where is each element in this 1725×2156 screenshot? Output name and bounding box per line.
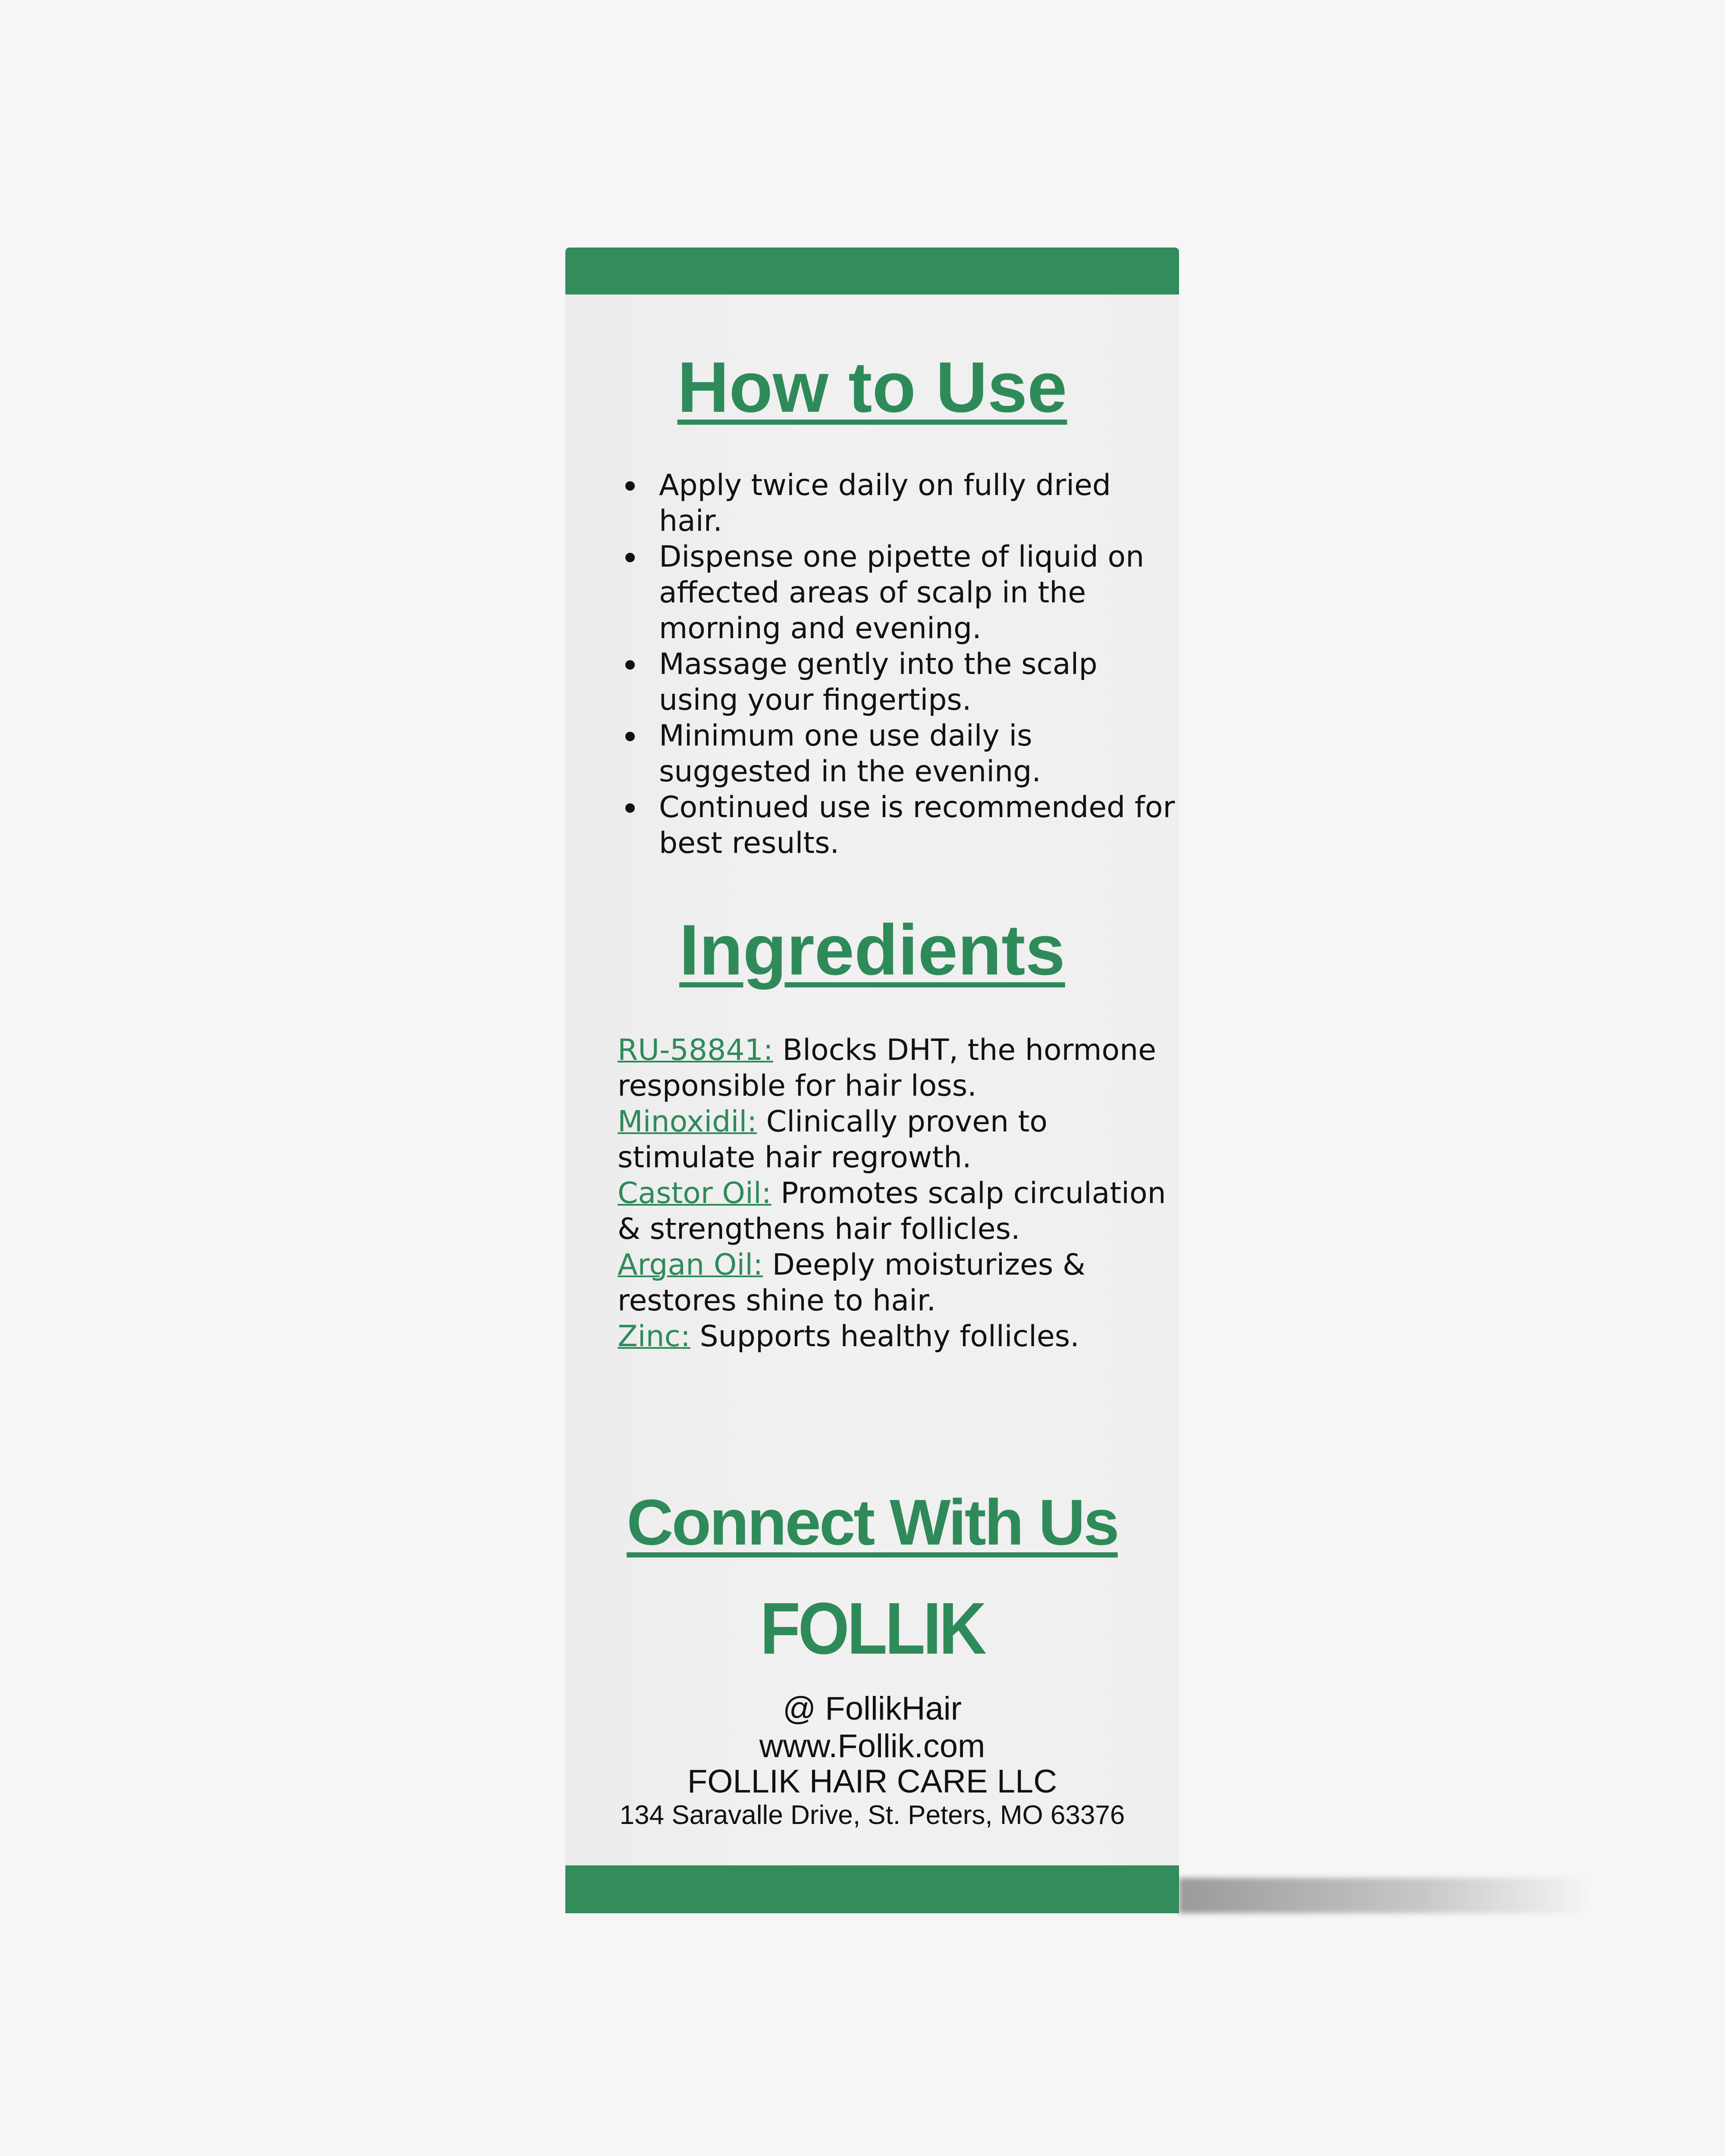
list-item: Continued use is recommended for best results.: [616, 790, 1176, 861]
ingredient-item: Argan Oil: Deeply moisturizes & restores shine to hair.: [618, 1248, 1085, 1318]
top-green-band: [565, 248, 1179, 295]
address: 134 Saravalle Drive, St. Peters, MO 63376: [619, 1800, 1125, 1830]
list-item: Minimum one use daily is suggested in the evening.: [616, 718, 1176, 790]
bullet-icon: [625, 803, 635, 813]
bullet-icon: [625, 660, 635, 670]
list-item: Dispense one pipette of liquid on affected areas of scalp in the morning and evening.: [616, 539, 1176, 646]
ingredient-item: Castor Oil: Promotes scalp circulation & strengthens hair follicles.: [618, 1176, 1166, 1246]
ingredients-list: [618, 1032, 1170, 1354]
bullet-icon: [625, 481, 635, 491]
bullet-icon: [625, 732, 635, 741]
ingredient-item: Zinc: Supports healthy follicles.: [618, 1319, 1079, 1354]
how-to-use-list: [616, 467, 1176, 861]
list-item: Massage gently into the scalp using your fingertips.: [616, 646, 1176, 718]
company-name: FOLLIK HAIR CARE LLC: [687, 1763, 1057, 1800]
website: www.Follik.com: [759, 1728, 985, 1764]
brand-logo: FOLLIK: [760, 1588, 985, 1670]
social-handle: @ FollikHair: [783, 1690, 962, 1727]
ingredient-item: Minoxidil: Clinically proven to stimulate hair regrowth.: [618, 1105, 1048, 1175]
ingredient-item: RU-58841: Blocks DHT, the hormone responsible for hair loss.: [618, 1033, 1157, 1103]
list-item: Apply twice daily on fully dried hair.: [616, 467, 1176, 539]
connect-heading: Connect With Us: [627, 1486, 1118, 1558]
box-shadow: [1179, 1878, 1589, 1913]
bottom-green-band: [565, 1865, 1179, 1913]
ingredients-heading: Ingredients: [679, 910, 1065, 990]
bullet-icon: [625, 553, 635, 562]
how-to-use-heading: How to Use: [677, 348, 1067, 427]
product-box-side-panel: [565, 248, 1179, 1913]
